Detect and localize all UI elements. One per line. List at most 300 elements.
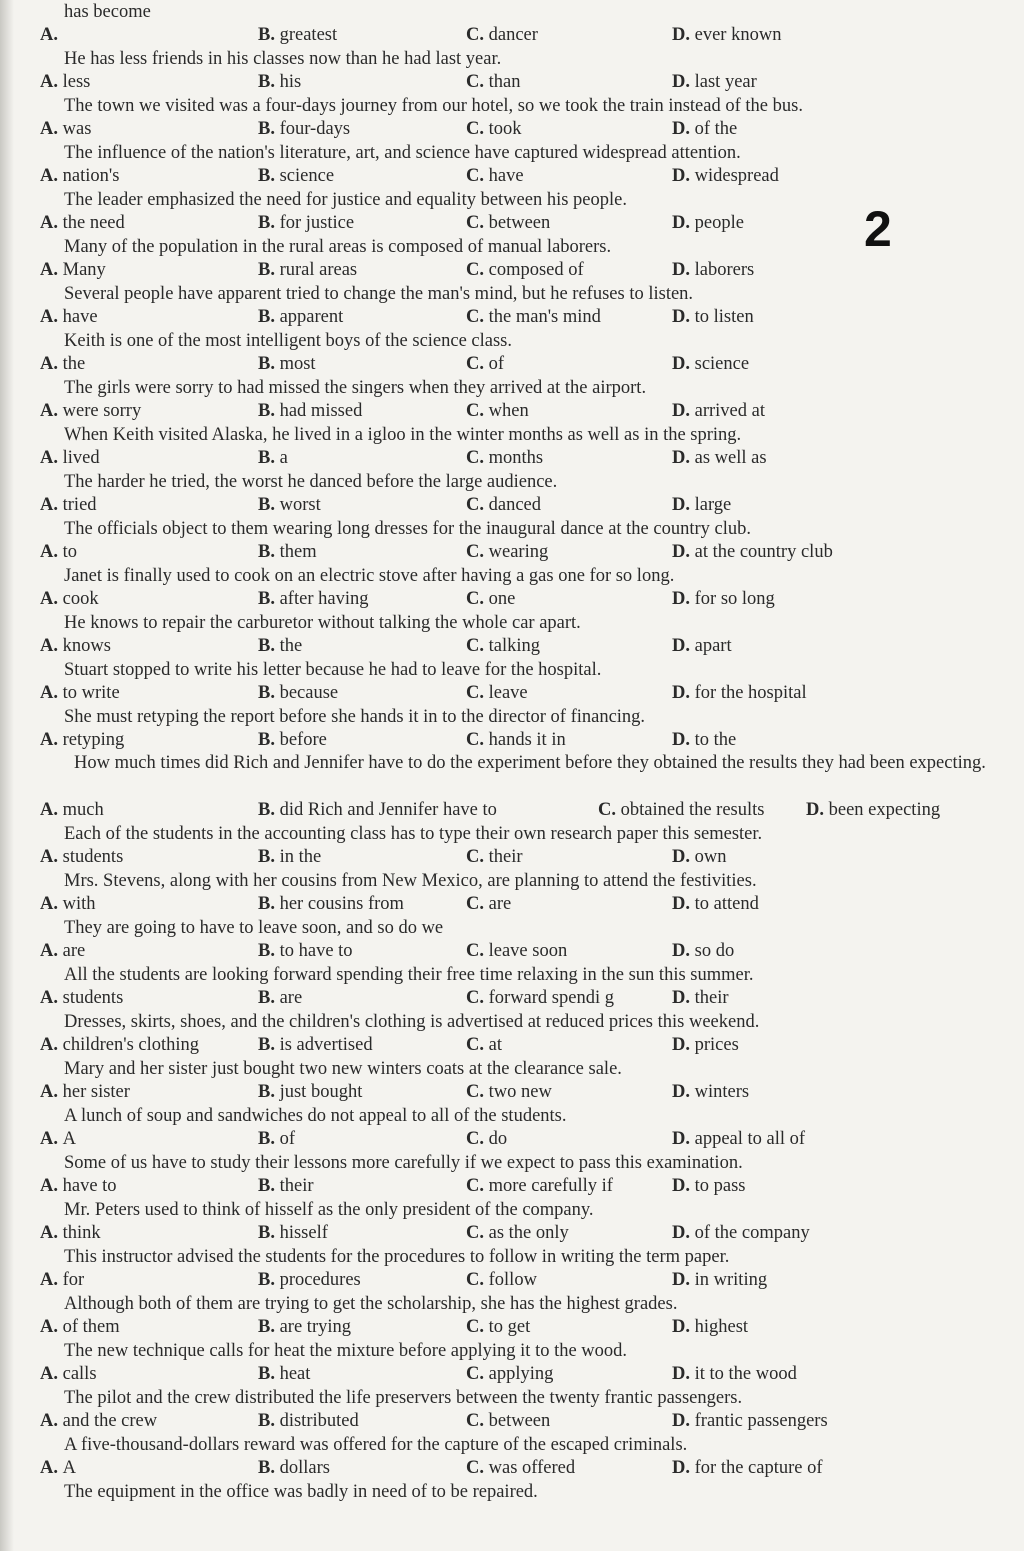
option-letter: B. bbox=[258, 1129, 280, 1149]
option-text: hands it in bbox=[488, 730, 566, 750]
option-c[interactable] bbox=[466, 681, 528, 705]
option-d[interactable] bbox=[672, 493, 731, 517]
option-c[interactable] bbox=[466, 1033, 502, 1057]
question-stem: The harder he tried, the worst he danced before the large audience. bbox=[64, 472, 558, 492]
option-b[interactable] bbox=[258, 1456, 330, 1480]
question-item bbox=[0, 1480, 1024, 1527]
option-text: cook bbox=[62, 589, 99, 609]
option-text: a bbox=[279, 448, 288, 468]
question-stem: When Keith visited Alaska, he lived in a igloo in the winter months as well as in the spring. bbox=[64, 425, 742, 445]
option-text: the bbox=[62, 354, 86, 374]
option-letter: C. bbox=[466, 589, 489, 609]
option-letter: B. bbox=[258, 166, 280, 186]
option-d[interactable] bbox=[672, 211, 744, 235]
option-a[interactable] bbox=[40, 211, 125, 235]
option-a[interactable] bbox=[40, 1409, 157, 1433]
question-stem: Although both of them are trying to get the scholarship, she has the highest grades. bbox=[64, 1294, 678, 1314]
option-text: their bbox=[694, 988, 729, 1008]
option-text: A bbox=[62, 1458, 76, 1478]
option-c[interactable] bbox=[466, 728, 566, 752]
option-c[interactable] bbox=[466, 1127, 507, 1151]
option-b[interactable] bbox=[258, 117, 350, 141]
option-c[interactable] bbox=[466, 399, 529, 423]
option-d[interactable] bbox=[672, 70, 757, 94]
option-letter: D. bbox=[672, 1364, 695, 1384]
option-text: lived bbox=[62, 448, 100, 468]
option-text: two new bbox=[488, 1082, 552, 1102]
option-d[interactable] bbox=[672, 446, 767, 470]
option-d[interactable] bbox=[672, 1174, 746, 1198]
option-a[interactable] bbox=[40, 258, 106, 282]
option-letter: B. bbox=[258, 25, 280, 45]
option-letter: B. bbox=[258, 636, 280, 656]
option-text: last year bbox=[694, 72, 757, 92]
answer-options bbox=[0, 587, 1024, 611]
option-c[interactable] bbox=[466, 1409, 550, 1433]
option-d[interactable] bbox=[672, 892, 759, 916]
option-a[interactable] bbox=[40, 1221, 101, 1245]
question-stem: Keith is one of the most intelligent boys of the science class. bbox=[64, 331, 513, 351]
option-b[interactable] bbox=[258, 23, 337, 47]
option-letter: B. bbox=[258, 1082, 280, 1102]
option-d[interactable] bbox=[672, 681, 807, 705]
question-item bbox=[0, 94, 1024, 141]
option-d[interactable] bbox=[672, 634, 732, 658]
option-letter: D. bbox=[672, 683, 695, 703]
option-a[interactable] bbox=[40, 1033, 199, 1057]
question-stem: has become bbox=[64, 2, 151, 22]
option-text: more carefully if bbox=[488, 1176, 613, 1196]
option-text: Many bbox=[62, 260, 106, 280]
option-text: worst bbox=[279, 495, 321, 515]
option-b[interactable] bbox=[258, 399, 362, 423]
option-text: when bbox=[488, 401, 529, 421]
option-text: between bbox=[488, 213, 551, 233]
question-stem: She must retyping the report before she hands it in to the director of financing. bbox=[64, 707, 646, 727]
option-letter: D. bbox=[672, 119, 695, 139]
option-d[interactable] bbox=[672, 258, 754, 282]
option-letter: C. bbox=[466, 260, 489, 280]
option-text: had missed bbox=[279, 401, 363, 421]
option-text: rural areas bbox=[279, 260, 358, 280]
option-text: for justice bbox=[279, 213, 355, 233]
option-c[interactable] bbox=[466, 164, 524, 188]
answer-options bbox=[0, 845, 1024, 869]
option-text: students bbox=[62, 988, 124, 1008]
question-stem: The officials object to them wearing long dresses for the inaugural dance at the country club. bbox=[64, 519, 752, 539]
option-letter: B. bbox=[258, 401, 280, 421]
option-b[interactable] bbox=[258, 493, 321, 517]
question-item bbox=[0, 0, 1024, 47]
option-b[interactable] bbox=[258, 1409, 359, 1433]
option-text: between bbox=[488, 1411, 551, 1431]
option-letter: D. bbox=[672, 1129, 695, 1149]
option-text: large bbox=[694, 495, 732, 515]
option-b[interactable] bbox=[258, 939, 353, 963]
option-c[interactable] bbox=[466, 1362, 553, 1386]
option-a[interactable] bbox=[40, 728, 124, 752]
option-a[interactable] bbox=[40, 399, 141, 423]
option-a[interactable] bbox=[40, 939, 85, 963]
option-letter: A. bbox=[40, 1364, 63, 1384]
option-text: leave bbox=[488, 683, 528, 703]
option-letter: D. bbox=[672, 894, 695, 914]
option-c[interactable] bbox=[466, 493, 541, 517]
option-b[interactable] bbox=[258, 681, 338, 705]
option-letter: C. bbox=[466, 1270, 489, 1290]
option-c[interactable] bbox=[466, 305, 601, 329]
option-letter: C. bbox=[466, 1411, 489, 1431]
option-text: have bbox=[488, 166, 524, 186]
option-text: of the bbox=[694, 119, 738, 139]
option-letter: C. bbox=[466, 1082, 489, 1102]
option-text: the bbox=[279, 636, 303, 656]
option-c[interactable] bbox=[466, 845, 523, 869]
question-stem: Mr. Peters used to think of hisself as the only president of the company. bbox=[64, 1200, 594, 1220]
option-c[interactable] bbox=[466, 117, 522, 141]
option-letter: C. bbox=[466, 307, 489, 327]
option-letter: C. bbox=[466, 542, 489, 562]
option-text: apparent bbox=[279, 307, 344, 327]
option-letter: D. bbox=[672, 354, 695, 374]
option-letter: B. bbox=[258, 941, 280, 961]
option-letter: B. bbox=[258, 1176, 280, 1196]
question-item bbox=[0, 869, 1024, 916]
option-b[interactable] bbox=[258, 798, 497, 822]
option-letter: B. bbox=[258, 307, 280, 327]
option-a[interactable] bbox=[40, 587, 99, 611]
option-text: nation's bbox=[62, 166, 120, 186]
answer-options bbox=[0, 70, 1024, 94]
option-b[interactable] bbox=[258, 446, 288, 470]
option-text: applying bbox=[488, 1364, 554, 1384]
option-a[interactable] bbox=[40, 986, 123, 1010]
option-letter: D. bbox=[672, 307, 695, 327]
option-letter: A. bbox=[40, 941, 63, 961]
option-letter: B. bbox=[258, 988, 280, 1008]
option-d[interactable] bbox=[672, 399, 765, 423]
question-stem: A five-thousand-dollars reward was offered for the capture of the escaped criminals. bbox=[64, 1435, 688, 1455]
option-a[interactable] bbox=[40, 798, 104, 822]
option-b[interactable] bbox=[258, 352, 316, 376]
answer-options bbox=[0, 493, 1024, 517]
option-c[interactable] bbox=[466, 446, 543, 470]
option-text: in the bbox=[279, 847, 322, 867]
option-text: talking bbox=[488, 636, 541, 656]
option-letter: A. bbox=[40, 72, 63, 92]
option-c[interactable] bbox=[466, 892, 511, 916]
option-text: to get bbox=[488, 1317, 531, 1337]
option-letter: A. bbox=[40, 894, 63, 914]
option-letter: B. bbox=[258, 260, 280, 280]
option-text: the man's mind bbox=[488, 307, 601, 327]
option-b[interactable] bbox=[258, 587, 368, 611]
option-b[interactable] bbox=[258, 1127, 295, 1151]
option-c[interactable] bbox=[466, 587, 515, 611]
question-stem: The leader emphasized the need for justice and equality between his people. bbox=[64, 190, 627, 210]
option-d[interactable] bbox=[672, 540, 833, 564]
option-letter: D. bbox=[672, 730, 695, 750]
option-text: most bbox=[279, 354, 316, 374]
option-letter: B. bbox=[258, 589, 280, 609]
option-b[interactable] bbox=[258, 1174, 314, 1198]
option-letter: A. bbox=[40, 1411, 63, 1431]
option-text: them bbox=[279, 542, 317, 562]
option-d[interactable] bbox=[672, 939, 734, 963]
option-text: just bought bbox=[279, 1082, 363, 1102]
option-text: been expecting bbox=[828, 800, 941, 820]
answer-options bbox=[0, 446, 1024, 470]
option-letter: D. bbox=[672, 166, 695, 186]
option-letter: A. bbox=[40, 307, 63, 327]
option-text: for so long bbox=[694, 589, 775, 609]
option-letter: B. bbox=[258, 1270, 280, 1290]
question-item bbox=[0, 47, 1024, 94]
option-text: are bbox=[62, 941, 86, 961]
answer-options bbox=[0, 892, 1024, 916]
question-item bbox=[0, 1104, 1024, 1151]
option-letter: A. bbox=[40, 495, 63, 515]
option-letter: D. bbox=[672, 495, 695, 515]
option-a[interactable] bbox=[40, 1456, 76, 1480]
option-c[interactable] bbox=[466, 939, 567, 963]
option-letter: D. bbox=[672, 1317, 695, 1337]
option-letter: D. bbox=[672, 542, 695, 562]
option-text: science bbox=[279, 166, 335, 186]
option-letter: A. bbox=[40, 1458, 63, 1478]
option-text: were sorry bbox=[62, 401, 142, 421]
option-d[interactable] bbox=[672, 23, 781, 47]
option-b[interactable] bbox=[258, 1080, 362, 1104]
option-a[interactable] bbox=[40, 892, 96, 916]
option-d[interactable] bbox=[672, 587, 775, 611]
answer-options bbox=[0, 986, 1024, 1010]
option-letter: C. bbox=[466, 1364, 489, 1384]
answer-options bbox=[0, 399, 1024, 423]
option-d[interactable] bbox=[672, 1362, 797, 1386]
option-letter: A. bbox=[40, 542, 63, 562]
option-letter: B. bbox=[258, 847, 280, 867]
option-c[interactable] bbox=[466, 1080, 552, 1104]
option-letter: C. bbox=[466, 1223, 489, 1243]
option-letter: C. bbox=[466, 1129, 489, 1149]
option-a[interactable] bbox=[40, 681, 120, 705]
option-letter: B. bbox=[258, 683, 280, 703]
option-letter: C. bbox=[466, 119, 489, 139]
option-d[interactable] bbox=[672, 164, 779, 188]
option-a[interactable] bbox=[40, 1080, 130, 1104]
option-text: of the company bbox=[694, 1223, 810, 1243]
option-letter: D. bbox=[672, 988, 695, 1008]
option-text: as well as bbox=[694, 448, 767, 468]
option-letter: C. bbox=[466, 213, 489, 233]
option-c[interactable] bbox=[466, 258, 584, 282]
option-letter: C. bbox=[466, 401, 489, 421]
option-b[interactable] bbox=[258, 1033, 373, 1057]
option-text: are bbox=[488, 894, 512, 914]
option-a[interactable] bbox=[40, 1127, 76, 1151]
option-c[interactable] bbox=[466, 1268, 537, 1292]
option-b[interactable] bbox=[258, 845, 321, 869]
question-stem: The town we visited was a four-days journey from our hotel, so we took the train instead of the bus. bbox=[64, 96, 803, 116]
question-stem: Dresses, skirts, shoes, and the children's clothing is advertised at reduced prices this weekend. bbox=[64, 1012, 760, 1032]
option-letter: C. bbox=[466, 730, 489, 750]
option-d[interactable] bbox=[672, 1315, 748, 1339]
question-item bbox=[0, 282, 1024, 329]
option-a[interactable] bbox=[40, 305, 98, 329]
option-b[interactable] bbox=[258, 634, 302, 658]
option-a[interactable] bbox=[40, 1268, 84, 1292]
option-c[interactable] bbox=[466, 540, 548, 564]
option-c[interactable] bbox=[466, 70, 520, 94]
option-letter: A. bbox=[40, 1270, 63, 1290]
option-text: appeal to all of bbox=[694, 1129, 806, 1149]
option-b[interactable] bbox=[258, 728, 327, 752]
option-letter: D. bbox=[672, 1458, 695, 1478]
option-c[interactable] bbox=[466, 1456, 575, 1480]
option-text: so do bbox=[694, 941, 735, 961]
option-c[interactable] bbox=[598, 798, 764, 822]
option-a[interactable] bbox=[40, 117, 91, 141]
option-b[interactable] bbox=[258, 1315, 351, 1339]
option-d[interactable] bbox=[672, 1268, 767, 1292]
option-d[interactable] bbox=[672, 1456, 823, 1480]
option-a[interactable] bbox=[40, 1174, 117, 1198]
option-letter: A. bbox=[40, 1223, 63, 1243]
option-a[interactable] bbox=[40, 446, 100, 470]
option-text: children's clothing bbox=[62, 1035, 200, 1055]
option-letter: C. bbox=[466, 683, 489, 703]
option-c[interactable] bbox=[466, 1315, 530, 1339]
option-text: and the crew bbox=[62, 1411, 158, 1431]
question-stem: This instructor advised the students for the procedures to follow in writing the term paper. bbox=[64, 1247, 730, 1267]
question-item bbox=[0, 470, 1024, 517]
option-b[interactable] bbox=[258, 1362, 310, 1386]
option-d[interactable] bbox=[672, 728, 736, 752]
option-text: is advertised bbox=[279, 1035, 373, 1055]
option-a[interactable] bbox=[40, 352, 85, 376]
option-a[interactable] bbox=[40, 493, 97, 517]
option-text: to attend bbox=[694, 894, 759, 914]
option-letter: B. bbox=[258, 1458, 280, 1478]
option-a[interactable] bbox=[40, 70, 90, 94]
option-b[interactable] bbox=[258, 1268, 361, 1292]
option-d[interactable] bbox=[672, 305, 754, 329]
option-letter: D. bbox=[672, 847, 695, 867]
question-stem: Several people have apparent tried to change the man's mind, but he refuses to listen. bbox=[64, 284, 694, 304]
option-letter: C. bbox=[466, 72, 489, 92]
option-d[interactable] bbox=[672, 1409, 828, 1433]
option-c[interactable] bbox=[466, 23, 538, 47]
option-letter: B. bbox=[258, 1317, 280, 1337]
option-letter: C. bbox=[466, 1176, 489, 1196]
option-text: in writing bbox=[694, 1270, 768, 1290]
option-letter: D. bbox=[672, 72, 695, 92]
question-stem: Janet is finally used to cook on an electric stove after having a gas one for so long. bbox=[64, 566, 675, 586]
option-letter: B. bbox=[258, 542, 280, 562]
option-b[interactable] bbox=[258, 540, 317, 564]
option-a[interactable] bbox=[40, 164, 119, 188]
option-c[interactable] bbox=[466, 634, 540, 658]
option-text: for bbox=[62, 1270, 85, 1290]
option-c[interactable] bbox=[466, 211, 550, 235]
option-a[interactable] bbox=[40, 845, 123, 869]
option-a[interactable] bbox=[40, 1362, 97, 1386]
option-letter: B. bbox=[258, 448, 280, 468]
option-a[interactable] bbox=[40, 540, 77, 564]
option-a[interactable] bbox=[40, 1315, 120, 1339]
option-text: was bbox=[62, 119, 92, 139]
option-b[interactable] bbox=[258, 1221, 328, 1245]
option-d[interactable] bbox=[672, 1033, 739, 1057]
option-d[interactable] bbox=[672, 1127, 805, 1151]
option-letter: C. bbox=[466, 495, 489, 515]
answer-options bbox=[0, 1080, 1024, 1104]
option-letter: A. bbox=[40, 25, 58, 45]
option-a[interactable] bbox=[40, 23, 58, 47]
option-a[interactable] bbox=[40, 634, 111, 658]
option-letter: A. bbox=[40, 260, 63, 280]
option-letter: A. bbox=[40, 847, 63, 867]
option-b[interactable] bbox=[258, 892, 404, 916]
option-letter: A. bbox=[40, 1035, 63, 1055]
option-c[interactable] bbox=[466, 986, 614, 1010]
option-d[interactable] bbox=[672, 986, 729, 1010]
question-stem: The influence of the nation's literature, art, and science have captured widespread attention. bbox=[64, 143, 741, 163]
option-text: her sister bbox=[62, 1082, 130, 1102]
option-d[interactable] bbox=[806, 798, 940, 822]
option-text: laborers bbox=[694, 260, 755, 280]
option-letter: D. bbox=[672, 401, 695, 421]
option-text: did Rich and Jennifer have to bbox=[279, 800, 497, 820]
option-c[interactable] bbox=[466, 352, 504, 376]
option-letter: D. bbox=[672, 260, 695, 280]
option-d[interactable] bbox=[672, 117, 737, 141]
option-c[interactable] bbox=[466, 1221, 569, 1245]
option-b[interactable] bbox=[258, 164, 334, 188]
option-text: students bbox=[62, 847, 124, 867]
option-text: do bbox=[488, 1129, 508, 1149]
option-b[interactable] bbox=[258, 305, 343, 329]
option-letter: A. bbox=[40, 730, 63, 750]
option-b[interactable] bbox=[258, 211, 354, 235]
option-text: of them bbox=[62, 1317, 120, 1337]
question-item bbox=[0, 564, 1024, 611]
option-text: widespread bbox=[694, 166, 779, 186]
option-b[interactable] bbox=[258, 70, 301, 94]
question-item bbox=[0, 329, 1024, 376]
answer-options bbox=[0, 1362, 1024, 1386]
question-stem: He has less friends in his classes now than he had last year. bbox=[64, 49, 502, 69]
option-d[interactable] bbox=[672, 1221, 810, 1245]
question-stem: Some of us have to study their lessons more carefully if we expect to pass this examination. bbox=[64, 1153, 743, 1173]
option-b[interactable] bbox=[258, 986, 302, 1010]
option-text: less bbox=[62, 72, 91, 92]
option-b[interactable] bbox=[258, 258, 357, 282]
option-text: forward spendi g bbox=[488, 988, 614, 1008]
question-item bbox=[0, 1198, 1024, 1245]
option-text: obtained the results bbox=[620, 800, 765, 820]
option-letter: A. bbox=[40, 683, 63, 703]
option-text: distributed bbox=[279, 1411, 359, 1431]
option-d[interactable] bbox=[672, 1080, 749, 1104]
option-c[interactable] bbox=[466, 1174, 613, 1198]
option-d[interactable] bbox=[672, 352, 749, 376]
option-d[interactable] bbox=[672, 845, 727, 869]
option-text: ever known bbox=[694, 25, 782, 45]
option-letter: C. bbox=[466, 166, 489, 186]
option-letter: A. bbox=[40, 1317, 63, 1337]
